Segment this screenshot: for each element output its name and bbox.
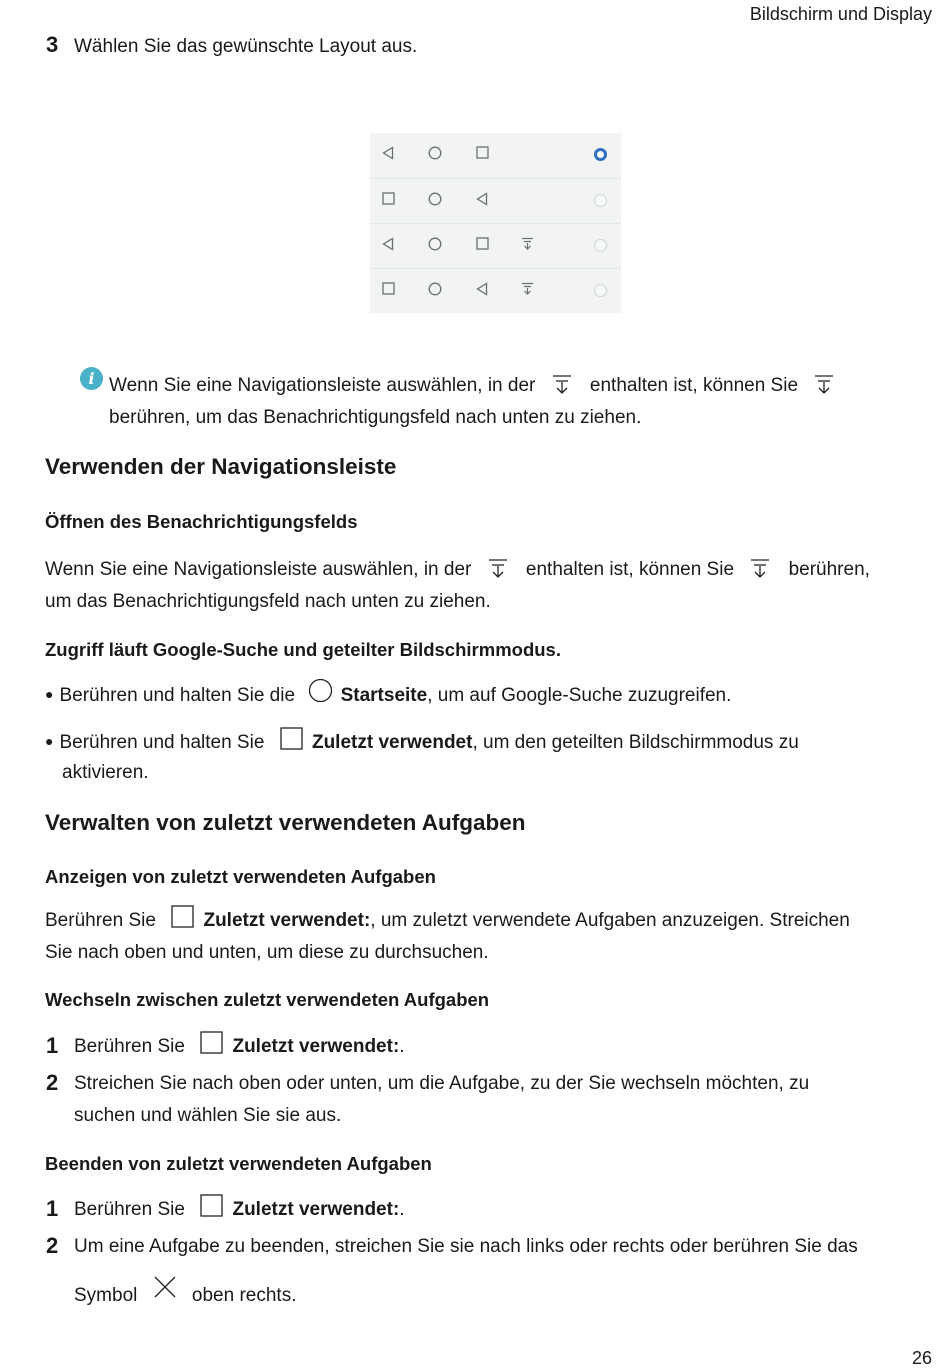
step-number: 3 <box>46 32 59 57</box>
step-text-part: . <box>399 1036 405 1057</box>
home-icon <box>428 282 442 301</box>
home-icon <box>428 146 442 165</box>
layout-radio[interactable] <box>594 239 607 252</box>
step-number: 1 <box>46 1196 59 1221</box>
home-icon <box>308 678 333 703</box>
home-icon <box>428 192 442 211</box>
notification-pull-icon <box>487 557 509 579</box>
paragraph-line: Sie nach oben und unten, um diese zu durchsuchen. <box>45 942 489 963</box>
home-icon <box>428 237 442 256</box>
note-line-1 <box>109 370 835 402</box>
subsection-title: Wechseln zwischen zuletzt verwendeten Aufgaben <box>45 989 490 1010</box>
step-text <box>74 1031 405 1063</box>
notification-pull-icon <box>521 282 534 300</box>
note-line-2: berühren, um das Benachrichtigungsfeld nach unten zu ziehen. <box>109 407 642 428</box>
bullet-bold: Zuletzt verwendet <box>311 732 473 753</box>
section-title: Verwenden der Navigationsleiste <box>45 454 397 479</box>
paragraph-bold: Zuletzt verwendet: <box>203 910 371 931</box>
back-icon <box>382 146 394 165</box>
recent-icon <box>476 237 489 255</box>
step-text-part: oben rechts. <box>191 1285 297 1306</box>
bullet-text: Berühren und halten Sie <box>59 732 265 753</box>
bullet-text: , um den geteilten Bildschirmmodus zu <box>472 732 799 753</box>
step-bold: Zuletzt verwendet: <box>232 1199 400 1220</box>
page-number: 26 <box>911 1348 932 1368</box>
bullet-item <box>45 725 799 759</box>
back-icon <box>476 282 488 301</box>
step-text: Streichen Sie nach oben oder unten, um die Aufgabe, zu der Sie wechseln möchten, zu <box>74 1073 810 1094</box>
notification-pull-icon <box>749 557 771 579</box>
paragraph-text: enthalten ist, können Sie <box>525 559 735 580</box>
bullet-item <box>45 678 731 712</box>
notification-pull-icon <box>813 373 835 395</box>
step-text-part: Berühren Sie <box>74 1036 185 1057</box>
bullet-text: Berühren und halten Sie die <box>59 685 296 706</box>
subsection-title: Anzeigen von zuletzt verwendeten Aufgaben <box>45 866 436 887</box>
bullet-dot: ● <box>45 733 54 749</box>
recent-icon <box>200 1031 223 1054</box>
layout-radio[interactable] <box>594 194 607 207</box>
layout-option-3[interactable] <box>370 223 621 269</box>
close-icon <box>153 1275 177 1299</box>
step-text <box>74 1275 297 1312</box>
recent-icon <box>382 282 395 300</box>
running-header: Bildschirm und Display <box>749 4 932 24</box>
layout-radio-selected[interactable] <box>594 148 607 161</box>
bullet-text: , um auf Google-Suche zuzugreifen. <box>427 685 732 706</box>
notification-pull-icon <box>521 237 534 255</box>
paragraph-line: um das Benachrichtigungsfeld nach unten zu ziehen. <box>45 591 491 612</box>
step-text-part: Symbol <box>74 1285 138 1306</box>
layout-radio[interactable] <box>594 284 607 297</box>
section-title: Verwalten von zuletzt verwendeten Aufgaben <box>45 810 526 835</box>
paragraph-line <box>45 554 870 586</box>
paragraph-text: Wenn Sie eine Navigationsleiste auswählen, in der <box>45 559 472 580</box>
recent-icon <box>476 146 489 164</box>
step-bold: Zuletzt verwendet: <box>232 1036 400 1057</box>
subsection-title: Öffnen des Benachrichtigungsfelds <box>45 511 358 532</box>
step-text: suchen und wählen Sie sie aus. <box>74 1105 342 1126</box>
recent-icon <box>171 905 194 928</box>
bullet-continuation: aktivieren. <box>62 762 149 783</box>
subsection-title: Zugriff läuft Google-Suche und geteilter Bildschirmmodus. <box>45 639 561 660</box>
layout-option-4[interactable] <box>370 268 621 314</box>
recent-icon <box>280 727 303 750</box>
paragraph-text: berühren, <box>788 559 870 580</box>
step-text <box>74 1194 405 1226</box>
recent-icon <box>200 1194 223 1217</box>
layout-option-1[interactable] <box>370 133 621 178</box>
step-text: Um eine Aufgabe zu beenden, streichen Sie sie nach links oder rechts oder berühren Sie das <box>74 1236 858 1257</box>
back-icon <box>476 192 488 211</box>
paragraph-line <box>45 905 850 937</box>
step-text: Wählen Sie das gewünschte Layout aus. <box>74 36 418 57</box>
notification-pull-icon <box>551 373 573 395</box>
step-text-part: . <box>399 1199 405 1220</box>
layout-option-2[interactable] <box>370 178 621 224</box>
subsection-title: Beenden von zuletzt verwendeten Aufgaben <box>45 1153 432 1174</box>
step-text-part: Berühren Sie <box>74 1199 185 1220</box>
paragraph-text: Berühren Sie <box>45 910 156 931</box>
recent-icon <box>382 192 395 210</box>
bullet-dot: ● <box>45 686 54 702</box>
paragraph-text: , um zuletzt verwendete Aufgaben anzuzeigen. Streichen <box>370 910 850 931</box>
step-number: 2 <box>46 1233 59 1258</box>
note-text: Wenn Sie eine Navigationsleiste auswählen, in der <box>109 375 536 396</box>
step-number: 2 <box>46 1070 59 1095</box>
back-icon <box>382 237 394 256</box>
note-text: enthalten ist, können Sie <box>589 375 799 396</box>
info-icon: i <box>80 367 103 390</box>
navigation-layout-options <box>370 133 621 313</box>
bullet-bold: Startseite <box>340 685 428 706</box>
step-number: 1 <box>46 1033 59 1058</box>
